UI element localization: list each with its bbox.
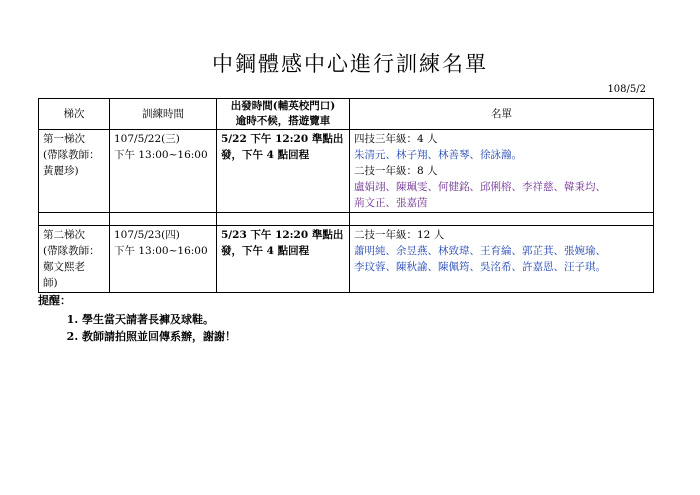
reminder-list: [62, 311, 236, 345]
departure-line: 5/23 下午 12:20 準點出: [221, 229, 344, 241]
departure-line: 發，下午 4 點回程: [221, 149, 310, 161]
name-list-line: 蕭明純、余昱燕、林致瑋、王育綸、郭芷萁、張婉瑜、: [354, 245, 606, 257]
names-cell: [350, 226, 654, 293]
reminder-item: 2. 教師請拍照並回傳系辦，謝謝！: [82, 328, 236, 345]
group-line: 第二梯次: [43, 229, 85, 241]
header-time: 訓練時間: [110, 99, 217, 130]
names-cell: [350, 130, 654, 213]
time-line: 下午 13:00~16:00: [114, 245, 208, 257]
group-line: (帶隊教師：: [43, 245, 100, 257]
group-line: 鄭文熙老: [43, 261, 85, 273]
reminder-label: 提醒：: [38, 294, 71, 307]
time-cell: [110, 130, 217, 213]
header-departure-line2: 逾時不候，搭遊覽車: [235, 115, 331, 127]
departure-cell: [217, 130, 350, 213]
departure-line: 發，下午 4 點回程: [221, 245, 310, 257]
time-line: 107/5/23(四): [114, 229, 180, 241]
header-departure-line1: 出發時間(輔英校門口): [230, 100, 336, 112]
name-list-line: 朱清元、林子翔、林善琴、徐詠瀚。: [354, 149, 522, 161]
table-row: [39, 226, 654, 293]
section-heading: 二技一年級：12 人: [354, 229, 445, 241]
group-line: 黃麗珍): [43, 165, 79, 177]
time-line: 107/5/22(三): [114, 133, 180, 145]
training-roster-table: [38, 98, 654, 293]
section-heading: 四技三年級：4 人: [354, 133, 438, 145]
name-list-line: 李玟蓉、陳秋諭、陳佩筠、吳洺希、許嘉恩、汪子琪。: [354, 261, 606, 273]
table-row: [39, 130, 654, 213]
time-cell: [110, 226, 217, 293]
section-heading: 二技一年級：8 人: [354, 165, 438, 177]
document-date: 108/5/2: [607, 84, 646, 95]
table-header-row: [39, 99, 654, 130]
header-departure: [217, 99, 350, 130]
departure-line: 5/22 下午 12:20 準點出: [221, 133, 344, 145]
name-list-line: 荊文正、張嘉茵: [354, 197, 428, 209]
spacer-row: [39, 213, 654, 226]
reminder-item: 1. 學生當天請著長褲及球鞋。: [82, 311, 236, 328]
header-group: 梯次: [39, 99, 110, 130]
time-line: 下午 13:00~16:00: [114, 149, 208, 161]
header-names: 名單: [350, 99, 654, 130]
page-title: 中鋼體感中心進行訓練名單: [212, 52, 488, 76]
departure-cell: [217, 226, 350, 293]
group-cell: [39, 130, 110, 213]
group-line: (帶隊教師：: [43, 149, 100, 161]
group-line: 師): [43, 277, 58, 289]
group-cell: [39, 226, 110, 293]
name-list-line: 盧娟翊、陳珮雯、何健銘、邱俐榕、李祥慈、韓秉均、: [354, 181, 606, 193]
group-line: 第一梯次: [43, 133, 85, 145]
